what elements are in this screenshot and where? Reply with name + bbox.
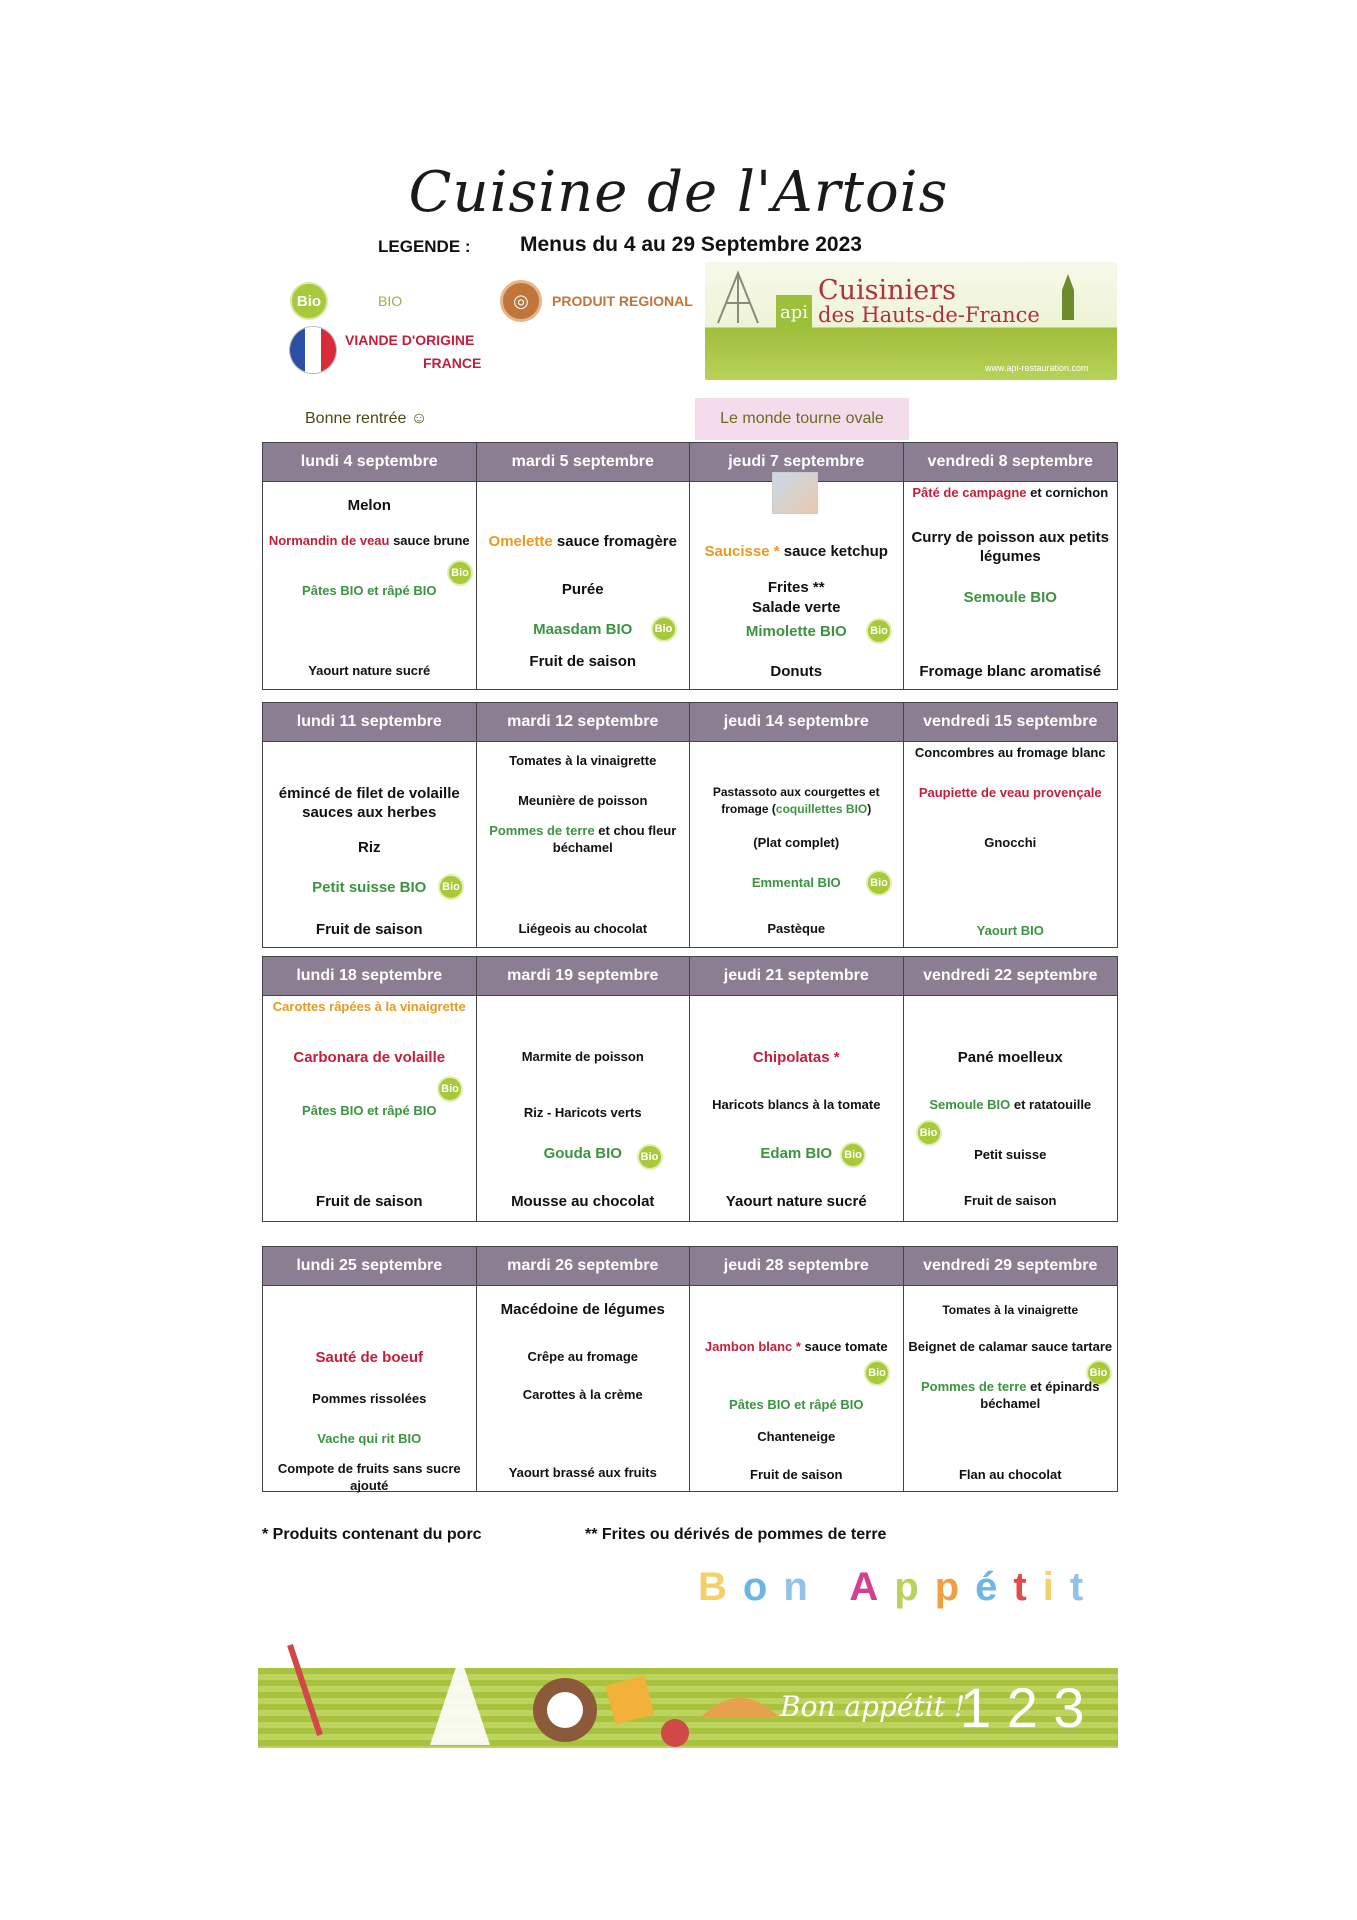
menu-item: Macédoine de légumes: [500, 1301, 665, 1318]
menu-item: Normandin de veau sauce brune: [268, 533, 470, 548]
day-column: [263, 1247, 477, 1491]
day-column: [904, 1247, 1118, 1491]
menu-item: Jambon blanc * sauce tomate: [704, 1339, 888, 1354]
bio-icon: Bio: [651, 616, 677, 642]
menu-item: Beignet de calamar sauce tartare: [908, 1339, 1113, 1354]
menu-item: Saucisse * sauce ketchup: [704, 543, 888, 560]
day-header: mardi 5 septembre: [477, 443, 690, 482]
menu-item: Pommes de terre et épinards béchamel: [921, 1379, 1100, 1411]
menu-item: Tomates à la vinaigrette: [509, 753, 657, 768]
logo-title-line1: Cuisiniers: [818, 275, 956, 306]
page-title: Cuisine de l'Artois: [408, 160, 949, 225]
church-icon: [1048, 272, 1088, 322]
day-header: vendredi 8 septembre: [904, 443, 1118, 482]
day-column: [904, 703, 1118, 947]
legend-label: LEGENDE :: [378, 237, 471, 256]
day-column: [477, 1247, 691, 1491]
day-column: [477, 443, 691, 689]
day-header: mardi 26 septembre: [477, 1247, 690, 1286]
menu-item: Omelette sauce fromagère: [488, 533, 677, 550]
week-3-grid: [262, 956, 1118, 1222]
logo-url: www.api-restauration.com: [985, 363, 1089, 373]
day-header: lundi 4 septembre: [263, 443, 476, 482]
legend-france-line1: VIANDE D'ORIGINE: [345, 332, 475, 348]
france-flag-icon: [289, 326, 337, 374]
menu-item: Riz - Haricots verts: [523, 1105, 642, 1120]
day-header: mardi 19 septembre: [477, 957, 690, 996]
bio-icon: Bio: [840, 1142, 866, 1168]
menu-item: Paupiette de veau provençale: [918, 785, 1102, 800]
logo-api-mark: api: [776, 295, 812, 329]
day-column: [263, 703, 477, 947]
bon-appetit-heading: Bon Appétit: [698, 1565, 1100, 1609]
bonne-rentree-note: Bonne rentrée ☺: [305, 410, 428, 427]
menu-item: Haricots blancs à la tomate: [712, 1097, 881, 1112]
day-column: [690, 703, 904, 947]
menu-item: Yaourt nature sucré: [308, 663, 431, 678]
bio-icon: Bio: [438, 874, 464, 900]
legend-france-line2: FRANCE: [423, 355, 482, 371]
menu-item: Sauté de boeuf: [315, 1349, 423, 1366]
menu-item: Gnocchi: [984, 835, 1037, 850]
day-header: lundi 25 septembre: [263, 1247, 476, 1286]
logo-title-line2: des Hauts-de-France: [818, 303, 1040, 327]
day-column: [690, 957, 904, 1221]
menu-item: Riz: [358, 839, 381, 856]
menu-item: Yaourt BIO: [976, 923, 1044, 938]
week-1-grid: [262, 442, 1118, 690]
day-header: lundi 18 septembre: [263, 957, 476, 996]
day-column: [904, 957, 1118, 1221]
footnote-frites: ** Frites ou dérivés de pommes de terre: [585, 1526, 887, 1543]
kitchen-illustration-icon: [280, 1625, 720, 1755]
day-header: vendredi 29 septembre: [904, 1247, 1118, 1286]
menu-item: (Plat complet): [753, 835, 840, 850]
menu-item: Purée: [561, 581, 604, 598]
regional-product-icon: ◎: [500, 280, 542, 322]
day-header: jeudi 7 septembre: [690, 443, 903, 482]
menu-item: Pâtes BIO et râpé BIO: [729, 1397, 864, 1412]
menu-item: Curry de poisson aux petits légumes: [911, 529, 1110, 565]
menu-item: Pané moelleux: [957, 1049, 1063, 1066]
menu-item: Carottes râpées à la vinaigrette: [272, 999, 466, 1014]
menu-item: Carottes à la crème: [522, 1387, 643, 1402]
menu-item: Fromage blanc aromatisé: [919, 663, 1102, 680]
menu-item: Liégeois au chocolat: [518, 921, 648, 936]
menu-item: Chanteneige: [757, 1429, 836, 1444]
legend-bio-label: BIO: [378, 293, 403, 309]
menu-item: Carbonara de volaille: [293, 1049, 446, 1066]
menu-item: Pâté de campagne et cornichon: [912, 485, 1109, 500]
menu-item: Pommes rissolées: [312, 1391, 427, 1406]
menu-item: Edam BIO: [760, 1145, 833, 1162]
day-header: jeudi 14 septembre: [690, 703, 903, 742]
bio-icon: Bio: [447, 560, 473, 586]
pie-icon: [695, 1668, 785, 1738]
menu-item: Marmite de poisson: [521, 1049, 644, 1064]
monde-tourne-ovale-tag: Le monde tourne ovale: [695, 398, 909, 440]
banner-numbers: 1 2 3: [960, 1676, 1085, 1739]
legend-regional-label: PRODUIT REGIONAL: [552, 293, 693, 309]
day-column: [477, 957, 691, 1221]
menu-item: Donuts: [770, 663, 823, 680]
menu-item: Concombres au fromage blanc: [914, 745, 1106, 760]
menu-item: Pastassoto aux courgettes et fromage (coquillettes BIO): [712, 785, 880, 816]
day-header: vendredi 15 septembre: [904, 703, 1118, 742]
menu-item: Vache qui rit BIO: [317, 1431, 422, 1446]
day-header: vendredi 22 septembre: [904, 957, 1118, 996]
menu-item: Tomates à la vinaigrette: [942, 1303, 1079, 1317]
menu-item: Semoule BIO et ratatouille: [929, 1097, 1092, 1112]
menu-item: Pâtes BIO et râpé BIO: [302, 583, 437, 598]
bio-icon: Bio: [637, 1144, 663, 1170]
menu-item: Semoule BIO: [963, 589, 1057, 606]
day-column: [904, 443, 1118, 689]
day-column: [690, 443, 904, 689]
rugby-photo-icon: [772, 472, 818, 514]
menu-item: Fruit de saison: [750, 1467, 843, 1482]
day-header: jeudi 21 septembre: [690, 957, 903, 996]
menu-subtitle: Menus du 4 au 29 Septembre 2023: [520, 233, 862, 256]
bio-icon: Bio: [864, 1360, 890, 1386]
menu-item: Mousse au chocolat: [511, 1193, 655, 1210]
menu-item: Gouda BIO: [543, 1145, 622, 1162]
menu-item: Fruit de saison: [529, 653, 637, 670]
menu-item: Pastèque: [767, 921, 826, 936]
bio-icon: Bio: [437, 1076, 463, 1102]
menu-item: Mimolette BIO: [745, 623, 847, 640]
day-column: [263, 957, 477, 1221]
bio-icon: Bio: [290, 282, 328, 320]
menu-item: Melon: [347, 497, 391, 514]
banner-bon-appetit: Bon appétit !: [780, 1690, 966, 1723]
bio-icon: Bio: [866, 870, 892, 896]
menu-item: Maasdam BIO: [533, 621, 633, 638]
day-column: [690, 1247, 904, 1491]
menu-item: Flan au chocolat: [958, 1467, 1062, 1482]
menu-item: Compote de fruits sans sucre ajouté: [277, 1461, 461, 1493]
menu-item: Pâtes BIO et râpé BIO: [302, 1103, 437, 1118]
menu-item: Meunière de poisson: [518, 793, 648, 808]
bio-icon: Bio: [866, 618, 892, 644]
menu-item: Yaourt nature sucré: [725, 1193, 867, 1210]
menu-item: Fruit de saison: [964, 1193, 1057, 1208]
menu-item: Yaourt brassé aux fruits: [508, 1465, 657, 1480]
mine-tower-icon: [708, 268, 768, 328]
menu-item: Petit suisse: [974, 1147, 1047, 1162]
week-2-grid: [262, 702, 1118, 948]
week-4-grid: [262, 1246, 1118, 1492]
day-column: [477, 703, 691, 947]
bio-icon: Bio: [916, 1120, 942, 1146]
day-header: mardi 12 septembre: [477, 703, 690, 742]
menu-item: Salade verte: [752, 599, 841, 616]
menu-item: Pommes de terre et chou fleur béchamel: [489, 823, 677, 855]
menu-item: Chipolatas *: [752, 1049, 840, 1066]
footnote-porc: * Produits contenant du porc: [262, 1526, 482, 1543]
day-header: jeudi 28 septembre: [690, 1247, 903, 1286]
menu-item: Petit suisse BIO: [312, 879, 427, 896]
bio-icon: Bio: [1086, 1360, 1112, 1386]
day-column: [263, 443, 477, 689]
menu-item: Fruit de saison: [315, 1193, 423, 1210]
menu-item: émincé de filet de volaille sauces aux herbes: [278, 785, 460, 821]
menu-item: Frites **: [767, 579, 825, 596]
menu-item: Fruit de saison: [315, 921, 423, 938]
menu-item: Crêpe au fromage: [527, 1349, 639, 1364]
menu-item: Emmental BIO: [751, 875, 841, 890]
day-header: lundi 11 septembre: [263, 703, 476, 742]
